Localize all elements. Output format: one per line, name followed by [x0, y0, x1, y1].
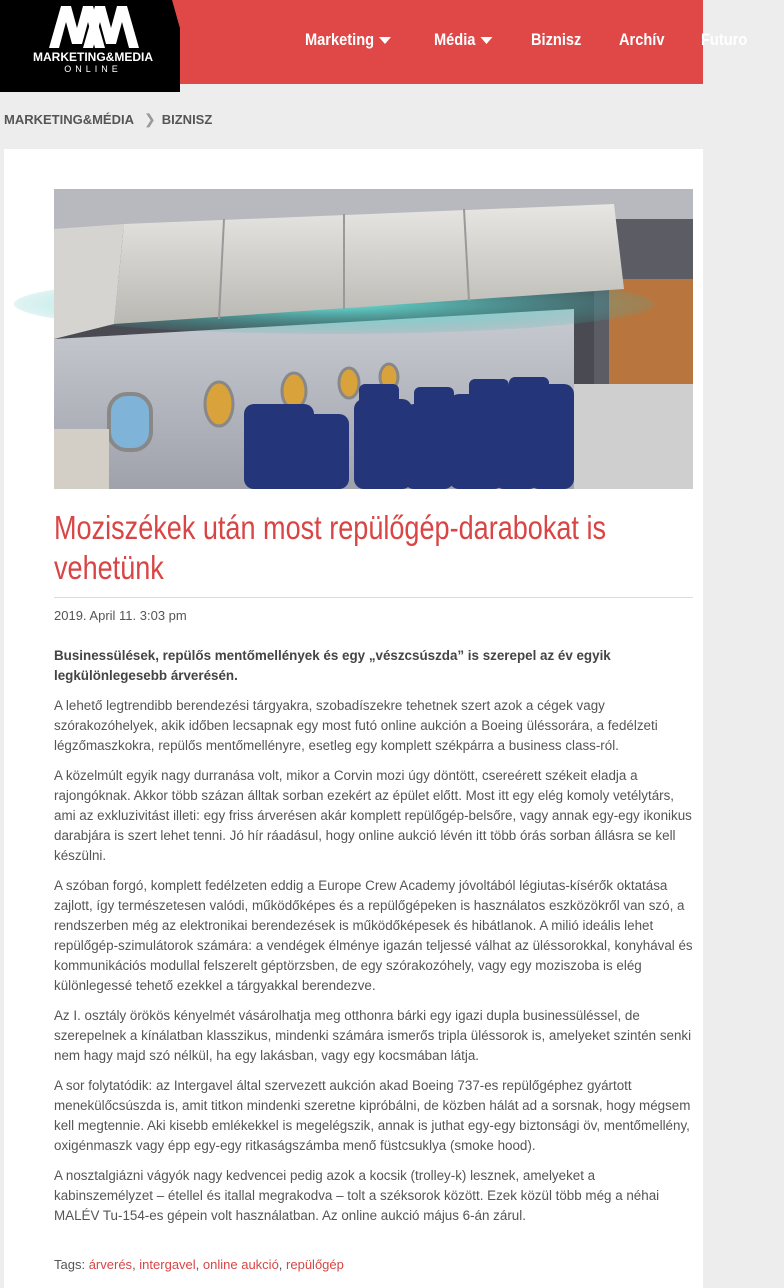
main-nav — [305, 28, 784, 52]
article-title: Moziszékek után most repülőgép-darabokat is vehetünk — [54, 509, 607, 586]
article-paragraph: A sor folytatódik: az Intergavel által szervezett aukción akad Boeing 737-es repülőgéphez gyártott menekülőcsúszda is, amit titkon mindenki szeretne kipróbálni, de közben hálát ad a sorsnak, hogy mégsem kell megtennie. Aki kisebb emlékekkel is megelégszik, annak is juthat egy-egy biztonsági öv, mentőmellény, oxigénmaszk vagy épp egy-egy ritkaságszámba menő füstcsuklya (smoke hood). — [54, 1078, 691, 1153]
chevron-down-icon — [379, 37, 391, 44]
tag-link[interactable]: intergavel — [139, 1257, 196, 1272]
article-paragraph: A nosztalgiázni vágyók nagy kedvencei pedig azok a kocsik (trolley-k) lesznek, amelyeket a kabinszemélyzet – étellel és itallal megrakodva – tolt a széksorok között. Ezek közül több még a néhai MALÉV Tu-154-es gépein volt használatban. Az online aukció május 6-án zárul. — [54, 1168, 660, 1223]
logo-text: MARKETING&MEDIA — [33, 50, 153, 64]
article-paragraph: A közelmúlt egyik nagy durranása volt, mikor a Corvin mozi úgy döntött, csereérett székeit eladja a rajongóknak. Akkor több százan álltak sorban ezekért az épület előtt. Most itt egy elég komoly vetélytárs, ami az exkluzivitást illeti: egy friss árverésen akár komplett repülőgép-belsőre, vagy annak egy-egy ikonikus darabjára is szert lehet tenni. Jó hír ráadásul, hogy online aukció lévén itt több órás sorban állásra se kell készülni. — [54, 768, 692, 863]
nav-item-biznisz[interactable] — [531, 30, 581, 50]
breadcrumb-current[interactable]: BIZNISZ — [161, 111, 213, 127]
nav-item-label: Biznisz — [531, 30, 582, 49]
article-lead: Businessülések, repülős mentőmellények és egy „vészcsúszda” is szerepel az év egyik legkülönlegesebb árverésén. — [54, 648, 611, 683]
logo-subtext: ONLINE — [64, 64, 122, 74]
nav-item-label: Marketing — [305, 30, 375, 49]
site-logo[interactable] — [28, 4, 158, 88]
breadcrumb-home[interactable]: MARKETING&MÉDIA — [4, 111, 134, 127]
article-body — [54, 646, 694, 1236]
chevron-right-icon: ❯ — [144, 110, 156, 127]
breadcrumb — [4, 109, 212, 129]
tag-link[interactable]: árverés — [88, 1257, 133, 1272]
title-divider — [54, 597, 693, 598]
nav-item-marketing[interactable] — [305, 30, 391, 50]
nav-item-label: Archív — [619, 30, 665, 49]
nav-item-media[interactable] — [434, 30, 493, 50]
article-tags: Tags: árverés, intergavel, online aukció, repülőgép — [54, 1257, 344, 1272]
tag-link[interactable]: online aukció — [202, 1257, 279, 1272]
nav-item-futuro[interactable] — [701, 30, 747, 50]
article-paragraph: A lehető legtrendibb berendezési tárgyakra, szobadíszekre tehetnek szert azok a cégek vagy szórakozóhelyek, akik időben lecsapnak egy most futó online aukción a Boeing üléssorára, a fedélzeti légzőmaszkokra, repülős mentőmellényre, esetleg egy komplett székpárra a business class-ról. — [54, 698, 658, 753]
article-paragraph: A szóban forgó, komplett fedélzeten eddig a Europe Crew Academy jóvoltából légiutas-kísérők oktatása zajlott, így természetesen valódi, működőképes és a repülőgépeken is használatos eszközökről van szó, a rendszerben még az elektronikai berendezések is működőképesek és hibátlanok. A milió ideális lehet repülőgép-szimulátorok számára: a vendégek élménye igazán teljessé válhat az üléssorokkal, konyhával és kommunikációs modullal felszerelt géptörzsben, de egy szórakozóhely, vagy egy moziszoba is elég különlegessé tehető ezekkel a tárgyakkal berendezve. — [54, 878, 693, 993]
tags-label: Tags: — [54, 1257, 86, 1272]
nav-item-label: Futuro — [700, 30, 748, 49]
tag-link[interactable]: repülőgép — [286, 1257, 344, 1272]
site-header — [0, 0, 748, 84]
article-hero-image — [54, 189, 693, 489]
article-paragraph: Az I. osztály örökös kényelmét vásárolhatja meg otthonra bárki egy igazi dupla businessüléssel, de szerepelnek a kínálatban klasszikus, mindenki számára ismerős tripla üléssorok is, amelyeket szintén senki nem hagy majd szó nélkül, ha egy lakásban, vagy egy kocsmában látja. — [54, 1008, 692, 1063]
airplane-cabin-illustration — [54, 189, 693, 489]
nav-item-label: Média — [434, 30, 476, 49]
nav-item-archiv[interactable] — [619, 30, 665, 50]
logo-mark-icon — [47, 4, 139, 48]
chevron-down-icon — [481, 37, 493, 44]
article-date: 2019. April 11. 3:03 pm — [54, 608, 187, 623]
